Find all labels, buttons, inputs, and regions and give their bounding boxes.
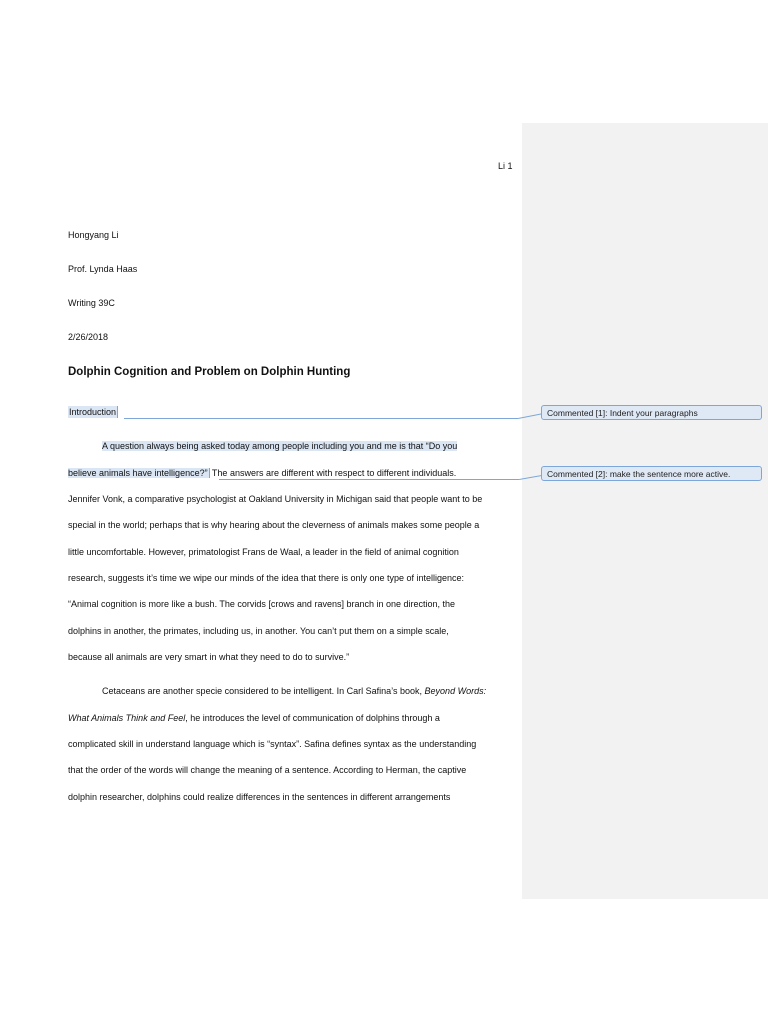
author-name: Hongyang Li bbox=[68, 230, 119, 240]
comment-anchor-line bbox=[124, 418, 518, 419]
document-title: Dolphin Cognition and Problem on Dolphin Hunting bbox=[68, 366, 351, 378]
comment-label: Commented [2]: bbox=[547, 469, 608, 479]
body-text: Cetaceans are another specie considered to be intelligent. In Carl Safina’s book, bbox=[102, 686, 425, 696]
comment-label: Commented [1]: bbox=[547, 408, 608, 418]
paragraph-1-line: because all animals are very smart in what they need to do to survive.” bbox=[68, 652, 350, 662]
professor-name: Prof. Lynda Haas bbox=[68, 264, 138, 274]
course-name: Writing 39C bbox=[68, 298, 115, 308]
paragraph-1-line[interactable] bbox=[102, 440, 457, 452]
paragraph-1-line: Jennifer Vonk, a comparative psychologist at Oakland University in Michigan said that people want to be bbox=[68, 494, 483, 504]
comment-balloon[interactable] bbox=[541, 466, 762, 481]
paragraph-2-line bbox=[68, 712, 440, 724]
highlighted-text[interactable]: believe animals have intelligence?” bbox=[68, 468, 208, 478]
comment-text: Indent your paragraphs bbox=[607, 408, 698, 418]
page-header: Li 1 bbox=[498, 161, 513, 171]
paragraph-2-line: that the order of the words will change the meaning of a sentence. According to Herman, the captive bbox=[68, 765, 467, 775]
highlighted-text[interactable]: A question always being asked today among people including you and me is that “Do you bbox=[102, 441, 458, 451]
comment-anchor-line bbox=[219, 479, 519, 480]
book-title: Beyond Words: bbox=[424, 686, 487, 696]
paragraph-2-line bbox=[102, 685, 486, 697]
comment-text: make the sentence more active. bbox=[607, 469, 731, 479]
comments-pane bbox=[522, 123, 768, 899]
section-heading-introduction[interactable]: Introduction bbox=[69, 407, 117, 417]
date: 2/26/2018 bbox=[68, 332, 109, 342]
body-text: , he introduces the level of communication of dolphins through a bbox=[185, 713, 440, 723]
paragraph-1-line: special in the world; perhaps that is why hearing about the cleverness of animals makes some people a bbox=[68, 520, 480, 530]
comment-balloon[interactable] bbox=[541, 405, 762, 420]
paragraph-1-line: little uncomfortable. However, primatologist Frans de Waal, a leader in the field of animal cognition bbox=[68, 547, 459, 557]
paragraph-1-line: “Animal cognition is more like a bush. The corvids [crows and ravens] branch in one direction, the bbox=[68, 599, 456, 609]
paragraph-1-line[interactable] bbox=[68, 467, 456, 479]
paragraph-1-line: dolphins in another, the primates, including us, in another. You can’t put them on a simple scale, bbox=[68, 626, 449, 636]
paragraph-2-line: dolphin researcher, dolphins could realize differences in the sentences in different arrangements bbox=[68, 792, 451, 802]
paragraph-1-line: research, suggests it’s time we wipe our minds of the idea that there is only one type of intelligence: bbox=[68, 573, 465, 583]
book-title: What Animals Think and Feel bbox=[68, 713, 186, 723]
body-text: The answers are different with respect to different individuals. bbox=[209, 468, 457, 478]
paragraph-2-line: complicated skill in understand language which is “syntax”. Safina defines syntax as the understanding bbox=[68, 739, 477, 749]
